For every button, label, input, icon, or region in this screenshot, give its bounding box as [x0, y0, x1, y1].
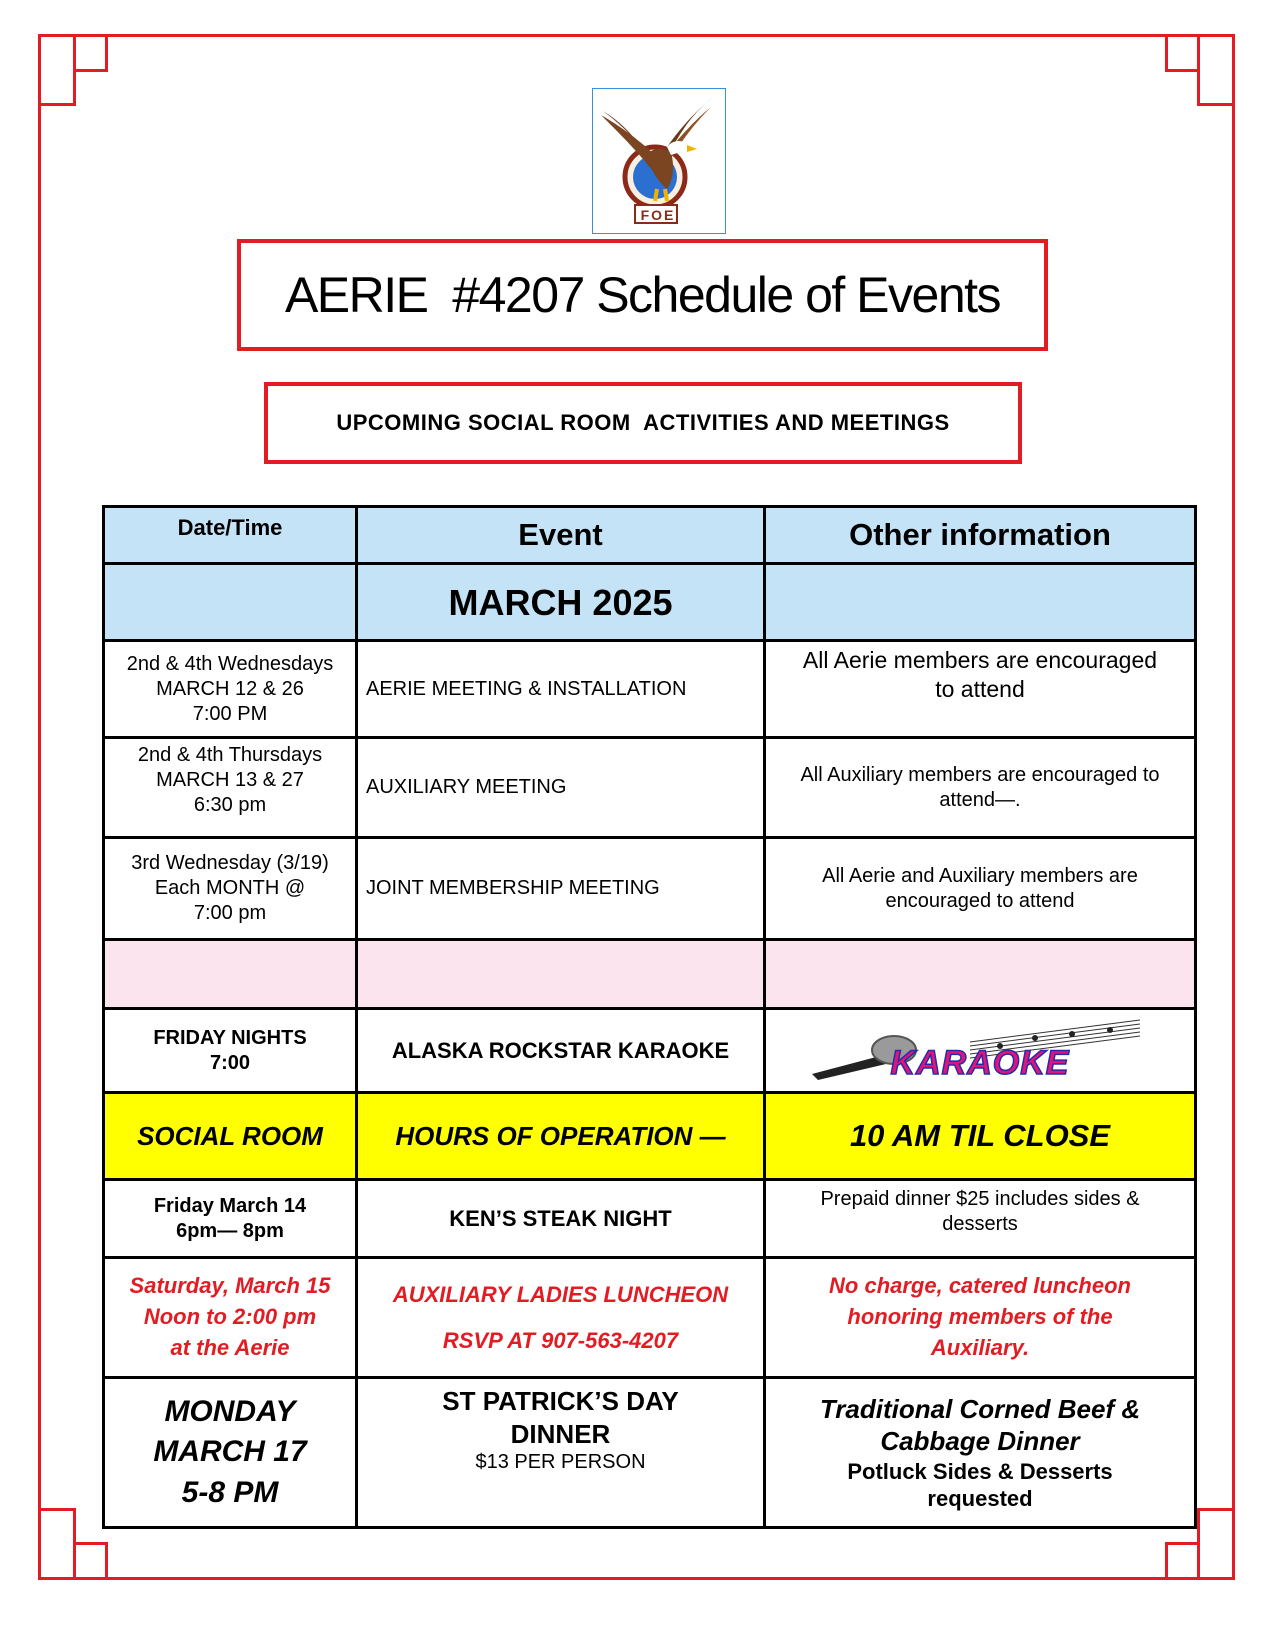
- date-line: Saturday, March 15: [129, 1273, 331, 1299]
- info-line: All Auxiliary members are encouraged to: [800, 763, 1160, 786]
- date-line: 6:30 pm: [193, 794, 267, 816]
- date-line: 2nd & 4th Thursdays: [137, 744, 323, 766]
- month-empty-cell: [765, 564, 1196, 641]
- info-line: Potluck Sides & Desserts: [847, 1458, 1113, 1484]
- date-line: 3rd Wednesday (3/19): [131, 852, 329, 874]
- row-event: ALASKA ROCKSTAR KARAOKE: [357, 1009, 765, 1093]
- month-label: MARCH 2025: [357, 564, 765, 641]
- row-event: AERIE MEETING & INSTALLATION: [357, 641, 765, 738]
- title-box: [237, 239, 1048, 351]
- date-line: Noon to 2:00 pm: [143, 1304, 317, 1330]
- info-line: Auxiliary.: [930, 1334, 1030, 1360]
- row-date: SOCIAL ROOM: [104, 1093, 357, 1180]
- table-row: [104, 641, 1196, 738]
- row-event: [357, 1258, 765, 1378]
- blank-spacer-row: [104, 940, 1196, 1009]
- table-row: [104, 1180, 1196, 1258]
- row-date: [104, 1258, 357, 1378]
- info-line: to attend: [935, 675, 1025, 702]
- date-line: Friday March 14: [153, 1194, 307, 1217]
- info-line: All Aerie and Auxiliary members are: [822, 864, 1138, 887]
- row-date: [104, 1378, 357, 1528]
- info-line: No charge, catered luncheon: [829, 1273, 1131, 1299]
- row-info: [765, 1180, 1196, 1258]
- date-line: MONDAY: [164, 1394, 296, 1428]
- table-row: [104, 738, 1196, 838]
- schedule-table: [102, 505, 1197, 1529]
- date-line: FRIDAY NIGHTS: [153, 1026, 307, 1049]
- date-line: 7:00 PM: [192, 702, 268, 725]
- blank-cell: [765, 940, 1196, 1009]
- event-line: DINNER: [510, 1418, 611, 1449]
- date-line: 5-8 PM: [181, 1475, 279, 1509]
- row-info: 10 AM TIL CLOSE: [765, 1093, 1196, 1180]
- date-line: Each MONTH @: [154, 877, 306, 899]
- date-line: 2nd & 4th Wednesdays: [126, 652, 334, 675]
- row-info: [765, 1258, 1196, 1378]
- info-line: encouraged to attend: [885, 889, 1075, 912]
- info-line: All Aerie members are encouraged: [802, 647, 1158, 673]
- corner-ornament-bottom-left-2: [38, 1508, 76, 1580]
- page-subtitle: UPCOMING SOCIAL ROOM ACTIVITIES AND MEETINGS: [336, 410, 950, 435]
- row-event: JOINT MEMBERSHIP MEETING: [357, 838, 765, 940]
- column-header-other-info: Other information: [765, 507, 1196, 564]
- row-event: KEN’S STEAK NIGHT: [357, 1180, 765, 1258]
- table-row: [104, 838, 1196, 940]
- corner-ornament-top-left-2: [38, 34, 76, 106]
- event-line: ST PATRICK’S DAY: [442, 1386, 679, 1416]
- row-event: [357, 1378, 765, 1528]
- blank-cell: [104, 940, 357, 1009]
- date-line: MARCH 12 & 26: [156, 677, 304, 700]
- table-row: [104, 1258, 1196, 1378]
- date-line: 6pm— 8pm: [176, 1219, 284, 1242]
- corner-ornament-bottom-right-2: [1197, 1508, 1235, 1580]
- row-event: AUXILIARY MEETING: [357, 738, 765, 838]
- table-header-row: [104, 507, 1196, 564]
- row-date: [104, 838, 357, 940]
- info-line: honoring members of the: [847, 1304, 1113, 1330]
- info-line: Prepaid dinner $25 includes sides &: [820, 1188, 1140, 1210]
- rsvp-line: RSVP AT 907-563-4207: [442, 1327, 679, 1353]
- row-date: [104, 1009, 357, 1093]
- date-line: 7:00 pm: [193, 902, 267, 924]
- date-line: at the Aerie: [170, 1334, 290, 1360]
- column-header-datetime: Date/Time: [104, 507, 357, 564]
- karaoke-graphic-text: KARAOKE: [890, 1044, 1070, 1083]
- page-title: AERIE #4207 Schedule of Events: [284, 267, 1001, 323]
- info-line: Cabbage Dinner: [880, 1426, 1080, 1456]
- karaoke-graphic-cell: [765, 1009, 1196, 1093]
- row-date: [104, 641, 357, 738]
- row-info: [765, 1378, 1196, 1528]
- date-line: MARCH 17: [153, 1435, 307, 1469]
- info-line: Traditional Corned Beef &: [819, 1393, 1141, 1424]
- foe-eagle-logo: [592, 88, 726, 234]
- info-line: desserts: [942, 1213, 1018, 1235]
- row-info: [765, 738, 1196, 838]
- date-line: MARCH 13 & 27: [156, 769, 304, 791]
- table-row: [104, 1009, 1196, 1093]
- row-date: [104, 1180, 357, 1258]
- month-empty-cell: [104, 564, 357, 641]
- month-row: [104, 564, 1196, 641]
- foe-logo-letters: FOE: [640, 207, 676, 223]
- event-line: AUXILIARY LADIES LUNCHEON: [392, 1282, 729, 1307]
- event-price: $13 PER PERSON: [475, 1451, 646, 1473]
- row-info: [765, 838, 1196, 940]
- corner-ornament-top-right-2: [1197, 34, 1235, 106]
- date-line: 7:00: [209, 1051, 251, 1074]
- row-info: [765, 641, 1196, 738]
- row-event: HOURS OF OPERATION —: [357, 1093, 765, 1180]
- subtitle-box: [264, 382, 1022, 464]
- row-date: [104, 738, 357, 838]
- column-header-event: Event: [357, 507, 765, 564]
- blank-cell: [357, 940, 765, 1009]
- info-line: attend—.: [939, 788, 1021, 811]
- info-line: requested: [927, 1486, 1033, 1511]
- social-room-hours-row: [104, 1093, 1196, 1180]
- table-row: [104, 1378, 1196, 1528]
